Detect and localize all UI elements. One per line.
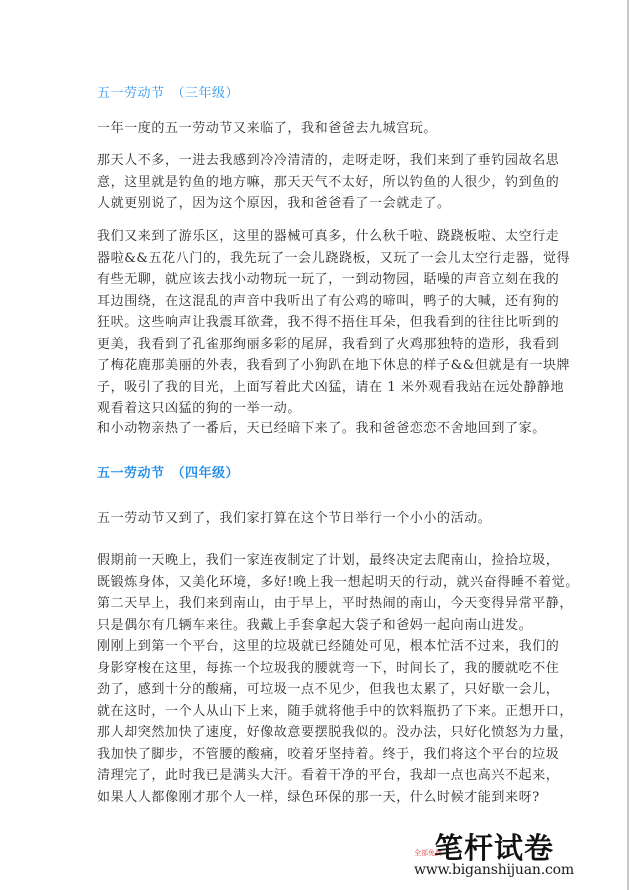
text-line: 子，吸引了我的目光，上面写着此犬凶猛，请在 1 米外观看我站在远处静静地 bbox=[97, 379, 565, 395]
logo-url: www.biganshijuan.com bbox=[414, 862, 574, 878]
text-line: 和小动物亲热了一番后，天已经暗下来了。我和爸爸恋恋不舍地回到了家。 bbox=[97, 421, 546, 436]
text-line: 意，这里就是钓鱼的地方嘛，那天天气不太好，所以钓鱼的人很少，钓到鱼的 bbox=[97, 174, 560, 190]
text-line: 狂吠。这些响声让我震耳欲聋，我不得不捂住耳朵，但我看到的往往比听到的 bbox=[97, 315, 560, 330]
section-heading-grade-3: 五一劳动节 （三年级） bbox=[97, 86, 240, 101]
text-line: 那人却突然加快了速度，好像故意要摆脱我似的。没办法，只好化愤怒为力量， bbox=[97, 725, 574, 740]
paragraph bbox=[97, 150, 560, 215]
text-line: 就在这时，一个人从山下上来，随手就将他手中的饮料瓶扔了下来。正想开口， bbox=[97, 703, 574, 719]
text-line: 清理完了，此时我已是满头大汗。看着干净的平台，我却一点也高兴不起来， bbox=[97, 768, 560, 783]
text-line: 观看着这只凶猛的狗的一举一动。 bbox=[97, 401, 302, 416]
text-line: 那天人不多，一进去我感到冷冷清清的，走呀走呀，我们来到了垂钓园故名思 bbox=[97, 153, 560, 168]
text-line: 假期前一天晚上，我们一家连夜制定了计划，最终决定去爬南山，捡拾垃圾， bbox=[97, 553, 560, 568]
text-line: 器啦&&五花八门的，我先玩了一会儿跷跷板，又玩了一会儿太空行走器，觉得 bbox=[97, 250, 571, 266]
paragraph bbox=[97, 118, 537, 140]
text-line: 耳边围绕，在这混乱的声音中我听出了有公鸡的啼叫，鸭子的大喊，还有狗的 bbox=[97, 293, 560, 309]
text-line: 如果人人都像刚才那个人一样，绿色环保的那一天，什么时候才能到来呀? bbox=[97, 789, 540, 805]
watermark-logo bbox=[412, 822, 572, 882]
paragraph bbox=[97, 550, 579, 636]
text-line: 第二天早上，我们来到南山，由于早上，平时热闹的南山，今天变得异常平静， bbox=[97, 596, 574, 611]
paragraph bbox=[97, 636, 574, 808]
text-line: 有些无聊，就应该去找小动物玩一玩了，一到动物园，聒噪的声音立刻在我的 bbox=[97, 272, 560, 287]
text-line: 人就更别说了，因为这个原因，我和爸爸看了一会就走了。 bbox=[97, 196, 451, 211]
paragraph bbox=[97, 226, 571, 420]
text-line: 我们又来到了游乐区，这里的器械可真多，什么秋千啦、跷跷板啦、太空行走 bbox=[97, 229, 560, 244]
text-line: 了梅花鹿那美丽的外表，我看到了小狗趴在地下休息的样子&&但就是有一块牌 bbox=[97, 358, 571, 373]
text-line: 劲了，感到十分的酸痛，可垃圾一点不见少，但我也太累了，只好歇一会儿， bbox=[97, 682, 560, 697]
text-line: 只是偶尔有几辆车来往。我戴上手套拿起大袋子和爸妈一起向南山进发。 bbox=[97, 617, 533, 633]
text-line: 身影穿梭在这里，每拣一个垃圾我的腰就弯一下，时间长了，我的腰就吃不住 bbox=[97, 660, 560, 676]
paragraph bbox=[97, 508, 537, 530]
text-line: 刚刚上到第一个平台，这里的垃圾就已经随处可见，根本忙活不过来，我们的 bbox=[97, 639, 560, 654]
section-heading-grade-4: 五一劳动节 （四年级） bbox=[97, 466, 240, 481]
text-line: 既锻炼身体，又美化环境，多好!晚上我一想起明天的行动，就兴奋得睡不着觉。 bbox=[97, 574, 579, 590]
logo-title: 笔杆试卷 bbox=[434, 831, 555, 865]
paragraph bbox=[97, 418, 546, 440]
text-line: 一年一度的五一劳动节又来临了，我和爸爸去九城宫玩。 bbox=[97, 121, 438, 136]
text-line: 更美，我看到了孔雀那绚丽多彩的尾屏，我看到了火鸡那独特的造形，我看到 bbox=[97, 336, 560, 352]
free-badge: 全部免费 bbox=[414, 849, 442, 857]
text-line: 五一劳动节又到了，我们家打算在这个节日举行一个小小的活动。 bbox=[97, 511, 492, 526]
text-line: 我加快了脚步，不管腰的酸痛，咬着牙坚持着。终于，我们将这个平台的垃圾 bbox=[97, 746, 560, 762]
